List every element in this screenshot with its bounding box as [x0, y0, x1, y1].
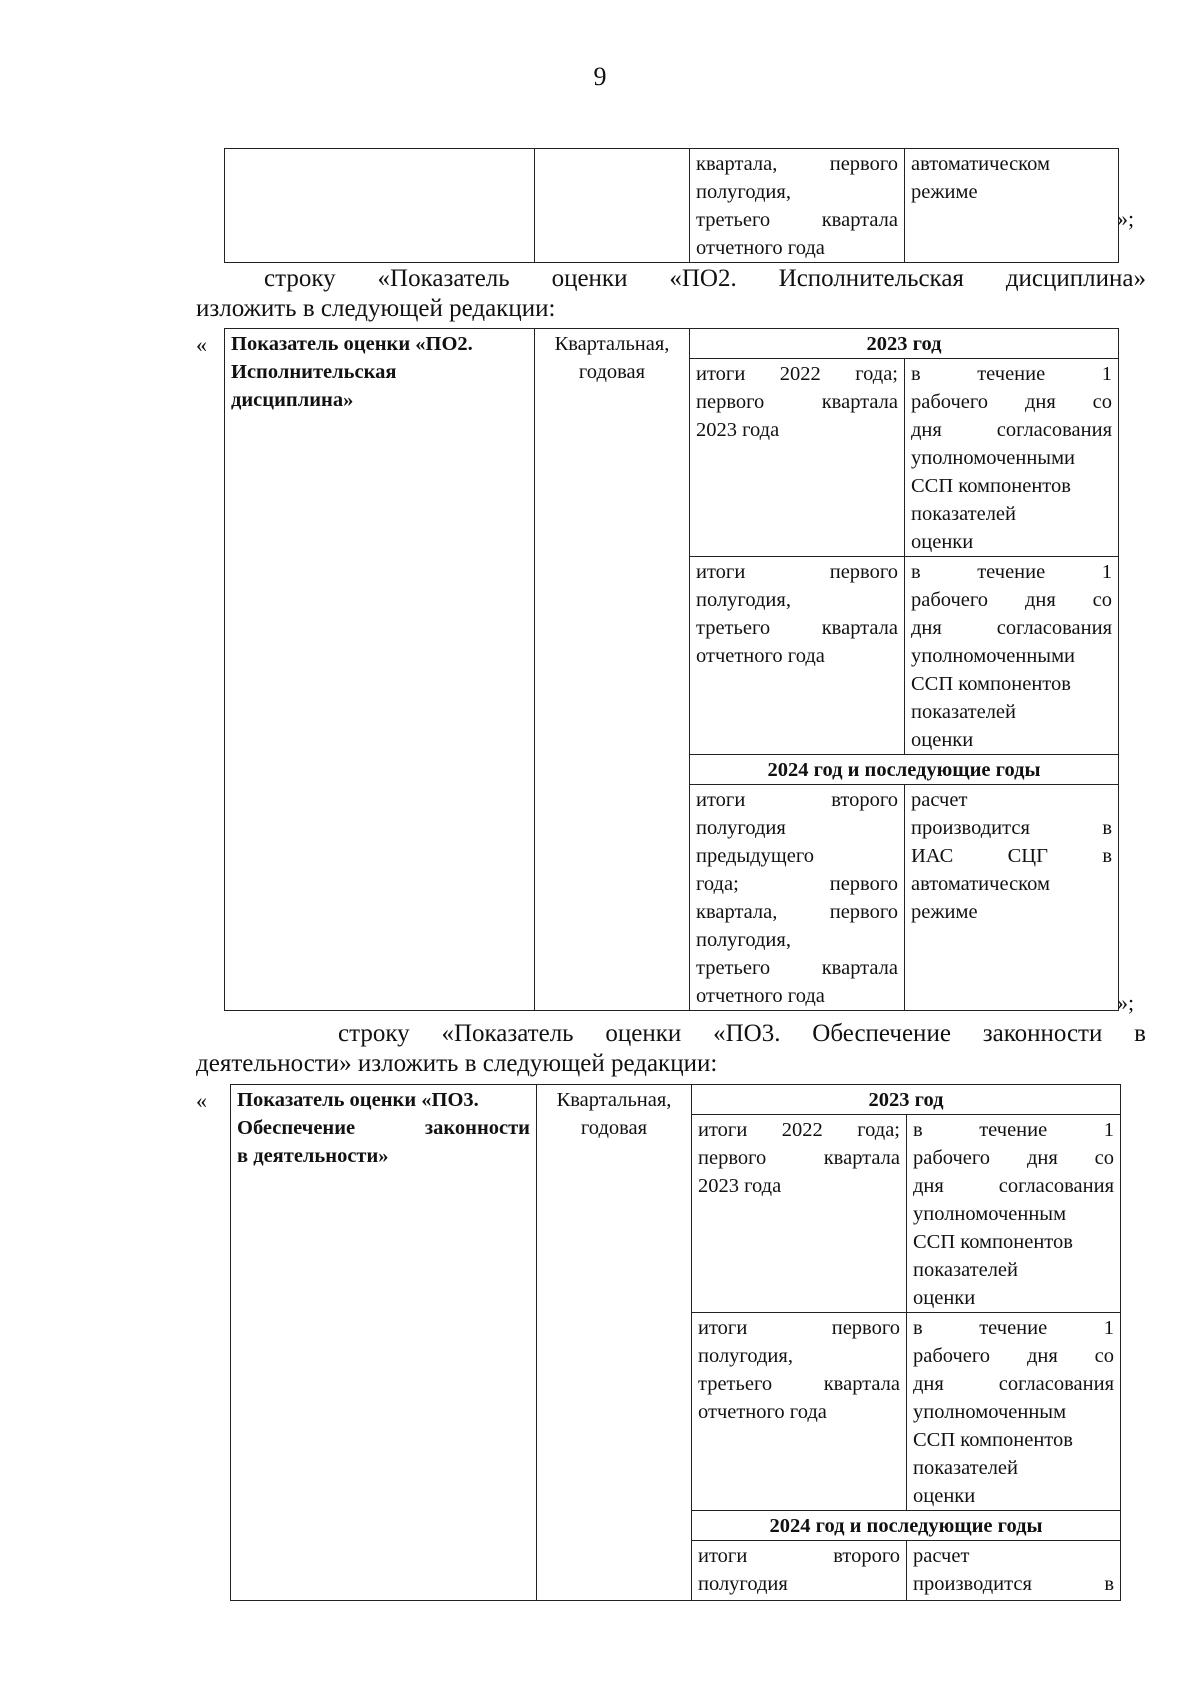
top-fragment-table — [224, 148, 1119, 263]
deadline-line: показателей — [913, 1259, 1018, 1281]
period-line: третьего квартала — [696, 617, 898, 639]
deadline-line: рабочего дня со — [913, 1345, 1115, 1367]
period-line: третьего квартала — [696, 209, 898, 231]
po3-year-2024-header: 2024 год и последующие годы — [692, 1511, 1121, 1541]
po2-row3-period — [690, 785, 905, 1011]
po2-intro-line2: изложить в следующей редакции: — [196, 295, 556, 322]
deadline-line: производится в — [911, 817, 1113, 839]
po2-closing-quote: »; — [1117, 990, 1135, 1015]
period-line: квартала, первого — [696, 901, 898, 923]
period-line: первого квартала — [696, 391, 898, 413]
deadline-line: ИАС СЦГ в — [911, 845, 1113, 867]
deadline-line: рабочего дня со — [911, 391, 1113, 413]
period-line: итоги второго — [696, 789, 898, 811]
period-line: 2023 года — [698, 1175, 782, 1197]
period-line: предыдущего — [696, 845, 814, 867]
po2-row1-deadline — [905, 359, 1119, 557]
deadline-line: рабочего дня со — [911, 589, 1113, 611]
period-line: третьего квартала — [696, 957, 898, 979]
period-line: отчетного года — [696, 645, 825, 667]
period-line: итоги первого — [696, 561, 898, 583]
po3-row2-deadline — [907, 1313, 1121, 1511]
deadline-line: оценки — [911, 531, 974, 553]
period-line: итоги первого — [698, 1317, 900, 1339]
po2-indicator-cell — [225, 329, 535, 1011]
indicator-line: дисциплина» — [231, 389, 354, 411]
period-line: полугодия, — [696, 181, 791, 203]
po3-row1-period — [692, 1115, 907, 1313]
deadline-line: в течение 1 — [911, 363, 1113, 385]
period-line: итоги 2022 года; — [698, 1119, 900, 1141]
po3-year-2023-header: 2023 год — [692, 1085, 1121, 1115]
period-line: итоги 2022 года; — [696, 363, 898, 385]
deadline-line: режиме — [911, 901, 978, 923]
po3-table — [230, 1084, 1121, 1601]
indicator-cell — [225, 149, 535, 263]
deadline-line: ССП компонентов — [911, 475, 1071, 497]
po3-indicator-cell — [231, 1085, 537, 1601]
period-line: года; первого — [696, 873, 898, 895]
period-line: квартала, первого — [696, 153, 898, 175]
deadline-line: производится в — [913, 1573, 1115, 1595]
deadline-cell — [905, 149, 1119, 263]
deadline-line: уполномоченным — [913, 1401, 1067, 1423]
deadline-line: ССП компонентов — [911, 673, 1071, 695]
page-number: 9 — [593, 62, 607, 91]
frequency-cell — [535, 149, 690, 263]
po2-row2-deadline — [905, 557, 1119, 755]
period-line: итоги второго — [698, 1545, 900, 1567]
deadline-line: дня согласования — [911, 419, 1113, 441]
frequency-line: годовая — [578, 361, 646, 383]
deadline-line: уполномоченными — [911, 645, 1076, 667]
deadline-line: оценки — [911, 729, 974, 751]
deadline-line: дня согласования — [911, 617, 1113, 639]
po2-row3-deadline — [905, 785, 1119, 1011]
period-cell — [690, 149, 905, 263]
indicator-line: Исполнительская — [231, 361, 397, 383]
frequency-line: годовая — [580, 1117, 648, 1139]
po3-intro-line1: строку «Показатель оценки «ПО3. Обеспечение законности в — [338, 1020, 1146, 1047]
po2-intro-line1: строку «Показатель оценки «ПО2. Исполнительская дисциплина» — [264, 265, 1146, 292]
period-line: полугодия — [698, 1573, 788, 1595]
closing-quote: »; — [1117, 206, 1135, 231]
deadline-line: рабочего дня со — [913, 1147, 1115, 1169]
period-line: полугодия, — [698, 1345, 793, 1367]
po3-frequency-cell — [537, 1085, 692, 1601]
po2-frequency-cell — [535, 329, 690, 1011]
indicator-line: в деятельности» — [237, 1145, 389, 1167]
po2-year-2024-header: 2024 год и последующие годы — [690, 755, 1119, 785]
po2-open-quote: « — [196, 332, 207, 357]
po3-open-quote: « — [196, 1088, 207, 1113]
po2-year-2023-header: 2023 год — [690, 329, 1119, 359]
period-line: полугодия, — [696, 929, 791, 951]
po3-intro-line2: деятельности» изложить в следующей редакции: — [196, 1050, 718, 1077]
po3-row3-deadline — [907, 1541, 1121, 1601]
deadline-line: показателей — [911, 503, 1016, 525]
deadline-line: оценки — [913, 1287, 976, 1309]
deadline-line: дня согласования — [913, 1373, 1115, 1395]
deadline-line: в течение 1 — [913, 1317, 1115, 1339]
deadline-line: расчет — [911, 789, 968, 811]
po3-row1-deadline — [907, 1115, 1121, 1313]
frequency-line: Квартальная, — [554, 333, 670, 355]
frequency-line: Квартальная, — [556, 1089, 672, 1111]
deadline-line: показателей — [913, 1457, 1018, 1479]
po2-table — [224, 328, 1119, 1011]
deadline-line: дня согласования — [913, 1175, 1115, 1197]
po2-row1-period — [690, 359, 905, 557]
period-line: отчетного года — [696, 237, 825, 259]
period-line: отчетного года — [696, 985, 825, 1007]
indicator-line: Обеспечение законности — [237, 1117, 530, 1139]
deadline-line: автоматическом — [911, 153, 1050, 175]
deadline-line: уполномоченным — [913, 1203, 1067, 1225]
deadline-line: режиме — [911, 181, 978, 203]
deadline-line: расчет — [913, 1545, 970, 1567]
period-line: отчетного года — [698, 1401, 827, 1423]
deadline-line: показателей — [911, 701, 1016, 723]
period-line: третьего квартала — [698, 1373, 900, 1395]
indicator-line: Показатель оценки «ПО3. — [237, 1089, 479, 1111]
period-line: полугодия — [696, 817, 786, 839]
deadline-line: автоматическом — [911, 873, 1050, 895]
deadline-line: уполномоченными — [911, 447, 1076, 469]
po3-row3-period — [692, 1541, 907, 1601]
deadline-line: в течение 1 — [911, 561, 1113, 583]
po2-intro — [196, 264, 1146, 324]
period-line: полугодия, — [696, 589, 791, 611]
deadline-line: ССП компонентов — [913, 1429, 1073, 1451]
po2-row2-period — [690, 557, 905, 755]
period-line: 2023 года — [696, 419, 780, 441]
indicator-line: Показатель оценки «ПО2. — [231, 333, 473, 355]
deadline-line: ССП компонентов — [913, 1231, 1073, 1253]
deadline-line: в течение 1 — [913, 1119, 1115, 1141]
po3-intro — [196, 1019, 1146, 1079]
deadline-line: оценки — [913, 1485, 976, 1507]
period-line: первого квартала — [698, 1147, 900, 1169]
po3-row2-period — [692, 1313, 907, 1511]
